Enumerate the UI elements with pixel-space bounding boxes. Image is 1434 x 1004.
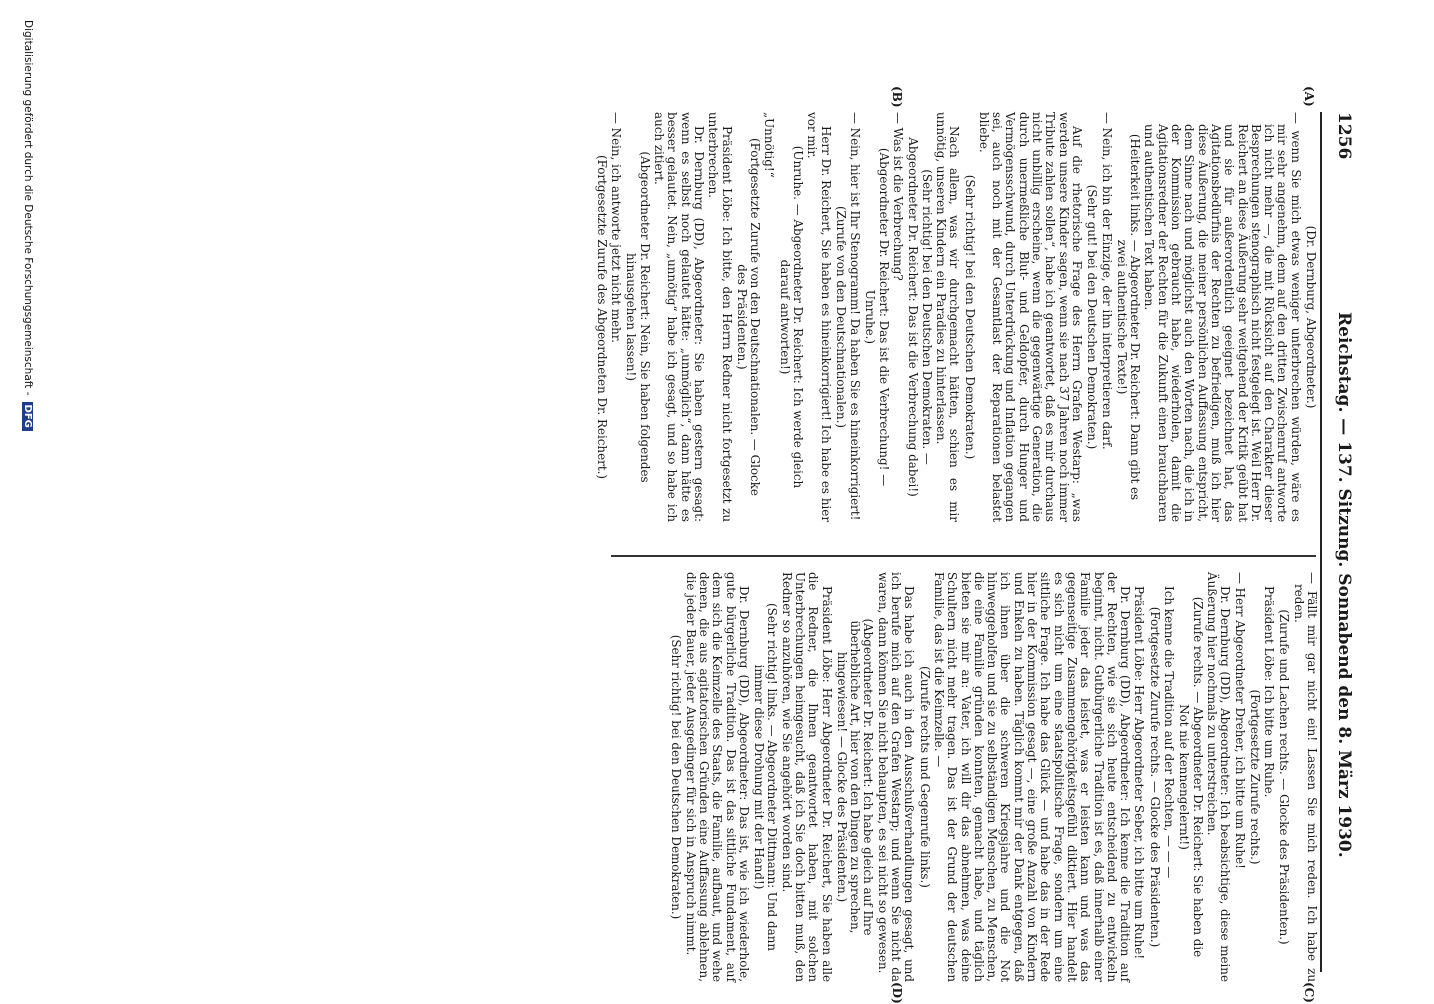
- text-paragraph: — Nein, hier ist Ihr Stenogramm! Da haben Sie es hineinkorrigiert!: [848, 112, 863, 521]
- text-paragraph: (Sehr gut! bei den Deutschen Demokraten.): [1085, 184, 1100, 450]
- text-paragraph: — Was ist die Verbrechung?: [891, 112, 906, 281]
- text-paragraph: — wenn Sie mich etwas weniger unterbrechen würden, wäre es mir sehr angenehm, denn auf den dritten Zwischenruf antworte ich nicht mehr —, die mit Rücksicht auf den Charakter dieser Besprechungen stenographisch nicht festgelegt ist. Weil Herr Dr. Reichert an diese Äußerung sehr weitgehend der Kritik geübt hat und sie für außerordentlich geeignet bezeichnet hat, das Agitationsbedürfnis der Rechten zu befriedigen, muß ich hier diese Äußerung, die meiner persönlichen Auffassung entspricht, dem Sinne nach und möglichst auch den Worten nach, die ich in der Kommission gebraucht habe, wiederholen, damit die Agitationsredner der Rechten für die Zukunft einen brauchbaren und authentischen Text haben.: [1142, 112, 1303, 522]
- text-paragraph: — Nein, ich bin der Einzige, der ihn interpretieren darf.: [1099, 112, 1114, 450]
- left-text-column: [594, 112, 1318, 522]
- text-paragraph: (Sehr richtig! bei den Deutschen Demokraten. — Abgeordneter Dr. Reichert: Das ist die Verbrechung dabei!): [906, 137, 934, 497]
- text-paragraph: (Sehr richtig! bei den Deutschen Demokraten.): [669, 634, 684, 920]
- page-header: [1326, 112, 1354, 972]
- text-paragraph: Präsident Löbe: Herr Abgeordneter Dr. Reichert, Sie haben alle die Redner, die Ihnen geantwortet haben, mit solchen Unterbrechungen heimgesucht, daß ich Sie doch bitten muß, den Redner so anzuhören, wie Sie angehört worden sind.: [779, 572, 834, 982]
- text-paragraph: — Herr Abgeordneter Dreher, ich bitte um Ruhe!: [1232, 572, 1247, 869]
- text-paragraph: (Sehr richtig! bei den Deutschen Demokraten.): [962, 174, 977, 460]
- text-paragraph: (Abgeordneter Dr. Reichert: Ich habe gleich auf Ihre überhebliche Art, hier von den Dingen zu sprechen, hingewiesen! — Glocke des Präsidenten.): [834, 618, 876, 936]
- credit-text: Digitalisierung gefördert durch die Deutsche Forschungsgemeinschaft -: [22, 20, 34, 396]
- text-paragraph: (Zurufe rechts und Gegenrufe links.): [917, 666, 932, 888]
- page-number: 1256: [1334, 112, 1354, 160]
- text-paragraph: Das habe ich auch in den Ausschußverhandlungen gesagt, und ich berufe mich auf den Grafen Westarp; und wenn Sie nicht da waren, dann können Sie nicht behaupten, es sei nicht so gewesen.: [875, 572, 917, 982]
- text-paragraph: Dr. Dernburg (DD), Abgeordneter: Das ist, wie ich wiederhole, gute bürgerliche Tradition. Das ist das sittliche Fundament, auf dem sich die Keimzelle des Staats, die Familie, aufbaut, und wehe denen, die aus agitatorischen Gründen eine Auffassung ablehnen, die jeder Bauer, jeder Ausgedinger für sich in Anspruch nimmt.: [683, 572, 751, 982]
- column-divider: [611, 555, 1316, 557]
- text-paragraph: (Fortgesetzte Zurufe von den Deutschnationalen. — Glocke des Präsidenten.): [734, 138, 763, 496]
- text-paragraph: — Fällt mir gar nicht ein! Lassen Sie mich reden. Ich habe zu reden.: [1291, 572, 1319, 982]
- running-title: Reichstag. — 137. Sitzung. Sonnabend den 8. März 1930.: [1334, 312, 1354, 858]
- text-paragraph: Dr. Dernburg (DD), Abgeordneter: Sie haben gestern gesagt: wenn es selbst noch gelautet hätte: „unmöglich“, dann hätte es besser gelautet. Nein, „unnötig“ habe ich gesagt, und so habe ich auch zitiert.: [652, 112, 706, 522]
- right-text-column: [598, 572, 1318, 982]
- text-paragraph: Herr Dr. Reichert, Sie haben es hineinkorrigiert! Ich habe es hier vor mir.: [805, 112, 833, 522]
- header-rule: [1320, 112, 1322, 972]
- text-paragraph: (Dr. Dernburg, Abgeordneter.): [1304, 225, 1318, 409]
- digitization-credit: [18, 20, 34, 990]
- text-paragraph: (Fortgesetzte Zurufe des Abgeordneten Dr. Reichert.): [594, 154, 609, 480]
- margin-letter-c: (C): [1302, 982, 1316, 1003]
- text-paragraph: (Fortgesetzte Zurufe rechts. — Glocke des Präsidenten.): [1147, 606, 1162, 948]
- text-paragraph: (Unruhe. — Abgeordneter Dr. Reichert: Ich werde gleich darauf antworten!): [777, 145, 806, 489]
- text-paragraph: (Zurufe von den Deutschnationalen.): [833, 205, 848, 429]
- margin-letter-b: (B): [890, 86, 904, 108]
- text-paragraph: Dr. Dernburg (DD), Abgeordneter: Ich kenne die Tradition auf der Rechten, wie sie sich heute entscheidend zu entwickeln beginnt, nicht. Gutbürgerliche Tradition ist es, daß innerhalb einer Familie jeder das leistet, was er leisten kann und was das gegenseitige Zusammengehörigkeitsgefühl diktiert. Hier handelt es sich nicht um eine staatspolitische Frage, sondern um eine sittliche Frage. Ich habe das Glück — und habe das in der Rede hier in der Kommission gesagt —, eine große Anzahl von Kindern und Enkeln zu haben. Täglich kommt mir der Dank entgegen, daß ich ihnen über die schweren Kriegsjahre und die Not hinweggeholfen und sie zu selbständigen Menschen, zu Menschen, die eine Familie gründen konnten, gemacht habe, und täglich bieten sie mir an: Vater, ich will dir das abnehmen, was deine Schultern nicht mehr tragen. Das ist der Grund der deutschen Familie, das ist die Keimzelle. —: [931, 572, 1133, 982]
- dfg-logo: DFG: [22, 402, 33, 431]
- text-paragraph: Nach allem, was wir durchgemacht hätten, schien es mir unnötig, unseren Kindern ein Paradies zu hinterlassen.: [933, 112, 962, 522]
- text-paragraph: — Nein, ich antworte jetzt nicht mehr.: [609, 112, 624, 343]
- text-paragraph: Präsident Löbe: Ich bitte um Ruhe.: [1262, 586, 1277, 798]
- text-paragraph: (Zurufe und Lachen rechts. — Glocke des Präsidenten.): [1277, 609, 1292, 945]
- text-paragraph: (Heiterkeit links. — Abgeordneter Dr. Reichert: Dann gibt es zwei authentische Texte!): [1114, 133, 1143, 501]
- text-paragraph: „Unnötig!“: [762, 112, 777, 178]
- text-paragraph: (Zurufe rechts. — Abgeordneter Dr. Reichert: Sie haben die Not nie kennengelernt!): [1177, 596, 1205, 958]
- margin-letter-d: (D): [890, 982, 904, 1004]
- text-paragraph: (Sehr richtig! links. — Abgeordneter Dittmann: Und dann immer diese Drohung mit der Hand!): [752, 602, 780, 952]
- text-paragraph: (Abgeordneter Dr. Reichert: Das ist die Verbrechung! — Unruhe.): [863, 147, 891, 487]
- text-paragraph: Dr. Dernburg (DD), Abgeordneter: Ich beabsichtige, diese meine Äußerung hier nochmals zu unterstreichen.: [1204, 572, 1233, 982]
- text-paragraph: (Fortgesetzte Zurufe rechts.): [1247, 689, 1262, 865]
- text-paragraph: (Abgeordneter Dr. Reichert: Nein, Sie haben folgendes hinausgehen lassen!): [624, 151, 652, 483]
- text-paragraph: Präsident Löbe: Ich bitte, den Herrn Redner nicht fortgesetzt zu unterbrechen.: [706, 112, 734, 522]
- text-paragraph: Ich kenne die Tradition auf der Rechten, — — —: [1162, 586, 1177, 879]
- margin-letter-a: (A): [1302, 86, 1316, 107]
- text-paragraph: Präsident Löbe: Herr Abgeordneter Seber, ich bitte um Ruhe!: [1132, 586, 1147, 960]
- text-paragraph: Auf die rhetorische Frage des Herrn Grafen Westarp: „was werden unsere Kinder sagen, wenn sie nach 37 Jahren noch immer Tribute zahlen sollen“, habe ich geantwortet, daß es mir durchaus nicht unbillig erscheine, wenn die gegenwärtige Generation, die durch unermeßliche Blut- und Geldopfer, durch Hunger und Vermögensschwund, durch Unterdrückung und Inflation gegangen sei, auch noch mit der Gesamtlast der Reparationen belastet bliebe.: [976, 112, 1084, 522]
